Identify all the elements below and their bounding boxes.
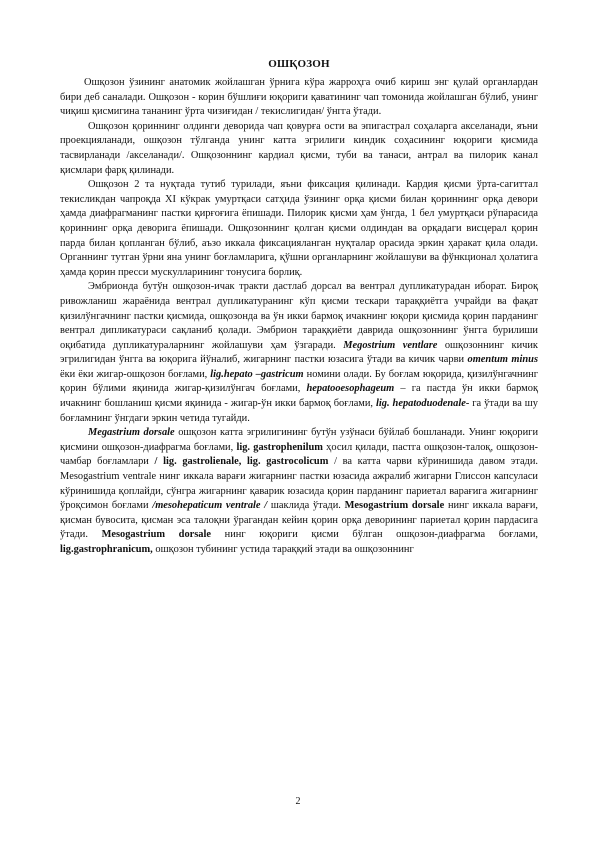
text-run: нинг юқориги қисми бўлган ошқозон-диафрагма боғлами, bbox=[224, 529, 538, 541]
paragraph-4 bbox=[60, 280, 538, 426]
latin-term: omentum minus bbox=[467, 354, 538, 366]
paragraph-5 bbox=[60, 426, 538, 557]
text-run: нинг иккала варағи, қисман бувосита, қисман эса талоқни ўрагандан кейин қорин орқа деворининг париетал қорин пардасига ўтади. bbox=[60, 500, 538, 541]
latin-term: /mesohepaticum ventrale / bbox=[152, 500, 268, 512]
text-run: га ўтади ва шу боғламнинг ўнгдаги эркин четида тугайди. bbox=[60, 398, 538, 424]
latin-term: / lig. gastrolienale, lig. gastrocolicum bbox=[154, 456, 329, 468]
page-number: 2 bbox=[295, 796, 301, 807]
text-run: номини олади. Бу боғлам юқорида, қизилўнгачнинг қорин бўлими яқинида жигар-қизилўнгач боғлами, bbox=[60, 368, 538, 395]
latin-term: Megostrium ventlare bbox=[343, 339, 438, 351]
latin-term: Megastrium dorsale bbox=[88, 427, 175, 439]
document-page bbox=[60, 58, 538, 558]
paragraph-3: Ошқозон 2 та нуқтада тутиб турилади, яъни фиксация қилинади. Кардия қисми ўрта-сагиттал текисликдан чапроқда XI кўкрак умуртқаси сатҳида ўзининг орқа қисми билан қориннинг орқа девори ҳамда диафрагманинг пастки қирғоғига ёпишади. Пилорик қисми ҳам ўнгда, 1 бел умуртқаси рўпарасида қориннинг орқа деворига ёпишади. Ошқозоннинг қолган қисми олдиндан ва орқадаги висцерал қорин парда билан қопланган бўлиб, аъзо иккала фиксацияланган нуқталар орасида эркин ҳаракат қила олади. Органнинг тутган ўрни яна унинг боғламларига, қўшни органларнинг жойлашуви ва фўнкционал ҳолатига ҳамда қорин пресси мускулларининг тонусига борлиқ. bbox=[60, 179, 538, 278]
latin-term: lig.gastrophranicum, bbox=[60, 544, 153, 555]
text-run: ошқозон катта эгрилигининг бутўн узўнаси бўйлаб бошланади. Унинг юқориги қисмини ошқозон-диафрагма боғлами, bbox=[60, 427, 538, 453]
paragraph-1: Ошқозон ўзининг анатомик жойлашган ўрнига кўра жарроҳга очиб кириш энг қулай органлардан бири деб саналади. Ошқозон - корин бўшлиғи юқориги қаватининг чап томонида жойлашган бўлиб, унинг чиқиш қисмигина тананинг ўрта чизиғидан / текислигидан/ ўнгга ўтади. bbox=[60, 77, 538, 118]
text-run: ошқозон тубининг устида тараққий этади ва ошқозоннинг bbox=[155, 544, 414, 555]
latin-term: lig. gastrophenilum bbox=[236, 441, 323, 453]
latin-term: Mesogastrium dorsale bbox=[344, 500, 445, 512]
latin-term: lig. hepatoduodenale- bbox=[376, 398, 470, 410]
text-run: ёки ёки жигар-ошқозон боғлами, bbox=[60, 368, 208, 380]
latin-term: lig.hepato –gastricum bbox=[210, 368, 304, 380]
text-run: ошқозоннинг кичик эгрилигидан ўнгга ва юқорига йўналиб, жигарнинг пастки юзасига ўтади ва кичик чарви bbox=[60, 339, 538, 366]
text-run: Эмбрионда бутўн ошқозон-ичак тракти дастлаб дорсал ва вентрал дупликатурадан иборат. Бироқ ривожланиш жараёнида вентрал дупликатуранинг кўп қисми тескари тараққиётга учрайди ва фақат қизилўнгачнинг пастки қисмида, ошқозонда ва ўн икки бармоқ ичакнинг юқори қисмида қорин парданинг вентрал дипликатураси сақланиб қолади. Эмбрион тараққиёти даврида ошқозоннинг ўнгга бурилиши оқибатида дупликатураларнинг жойлашуви ҳам ўзгаради. bbox=[60, 281, 538, 351]
page-title: ОШҚОЗОН bbox=[268, 58, 330, 70]
text-run: ҳосил қилади, пастга ошқозон-талоқ, ошқозон-чамбар боғламлари bbox=[60, 441, 538, 468]
text-run: – га пастда ўн икки бармоқ ичакнинг бошланиш қисми яқинида - жигар-ўн икки бармоқ боғлами, bbox=[60, 383, 538, 410]
text-run: шаклида ўтади. bbox=[270, 500, 341, 512]
text-run: / ва катта чарви кўринишида давом этади. Mesogastrium ventrale нинг иккала варағи жигарнинг пастки юзасида ажралиб жигарни Глиссон капсуласи кўринишида қоплайди, сўнгра жигарнинг қаварик юзасида қорин парданинг париетал варағига жигарнинг ўроқсимон боғлами bbox=[60, 456, 538, 512]
paragraph-2: Ошқозон қориннинг олдинги деворида чап қовурға ости ва эпигастрал соҳаларга акселанади, яъни проекцияланади, ошқозон тўлганда унинг катта эгрилиги киндик соҳасининг юқориги қисмида тасвирланади /акселанади/. Ошқозоннинг кардиал қисми, туби ва танаси, антрал ва пилорик канал қисмлари фарқ қилинади. bbox=[60, 120, 538, 176]
latin-term: hepatooesophageum bbox=[306, 383, 395, 395]
latin-term: Mesogastrium dorsale bbox=[101, 529, 211, 541]
